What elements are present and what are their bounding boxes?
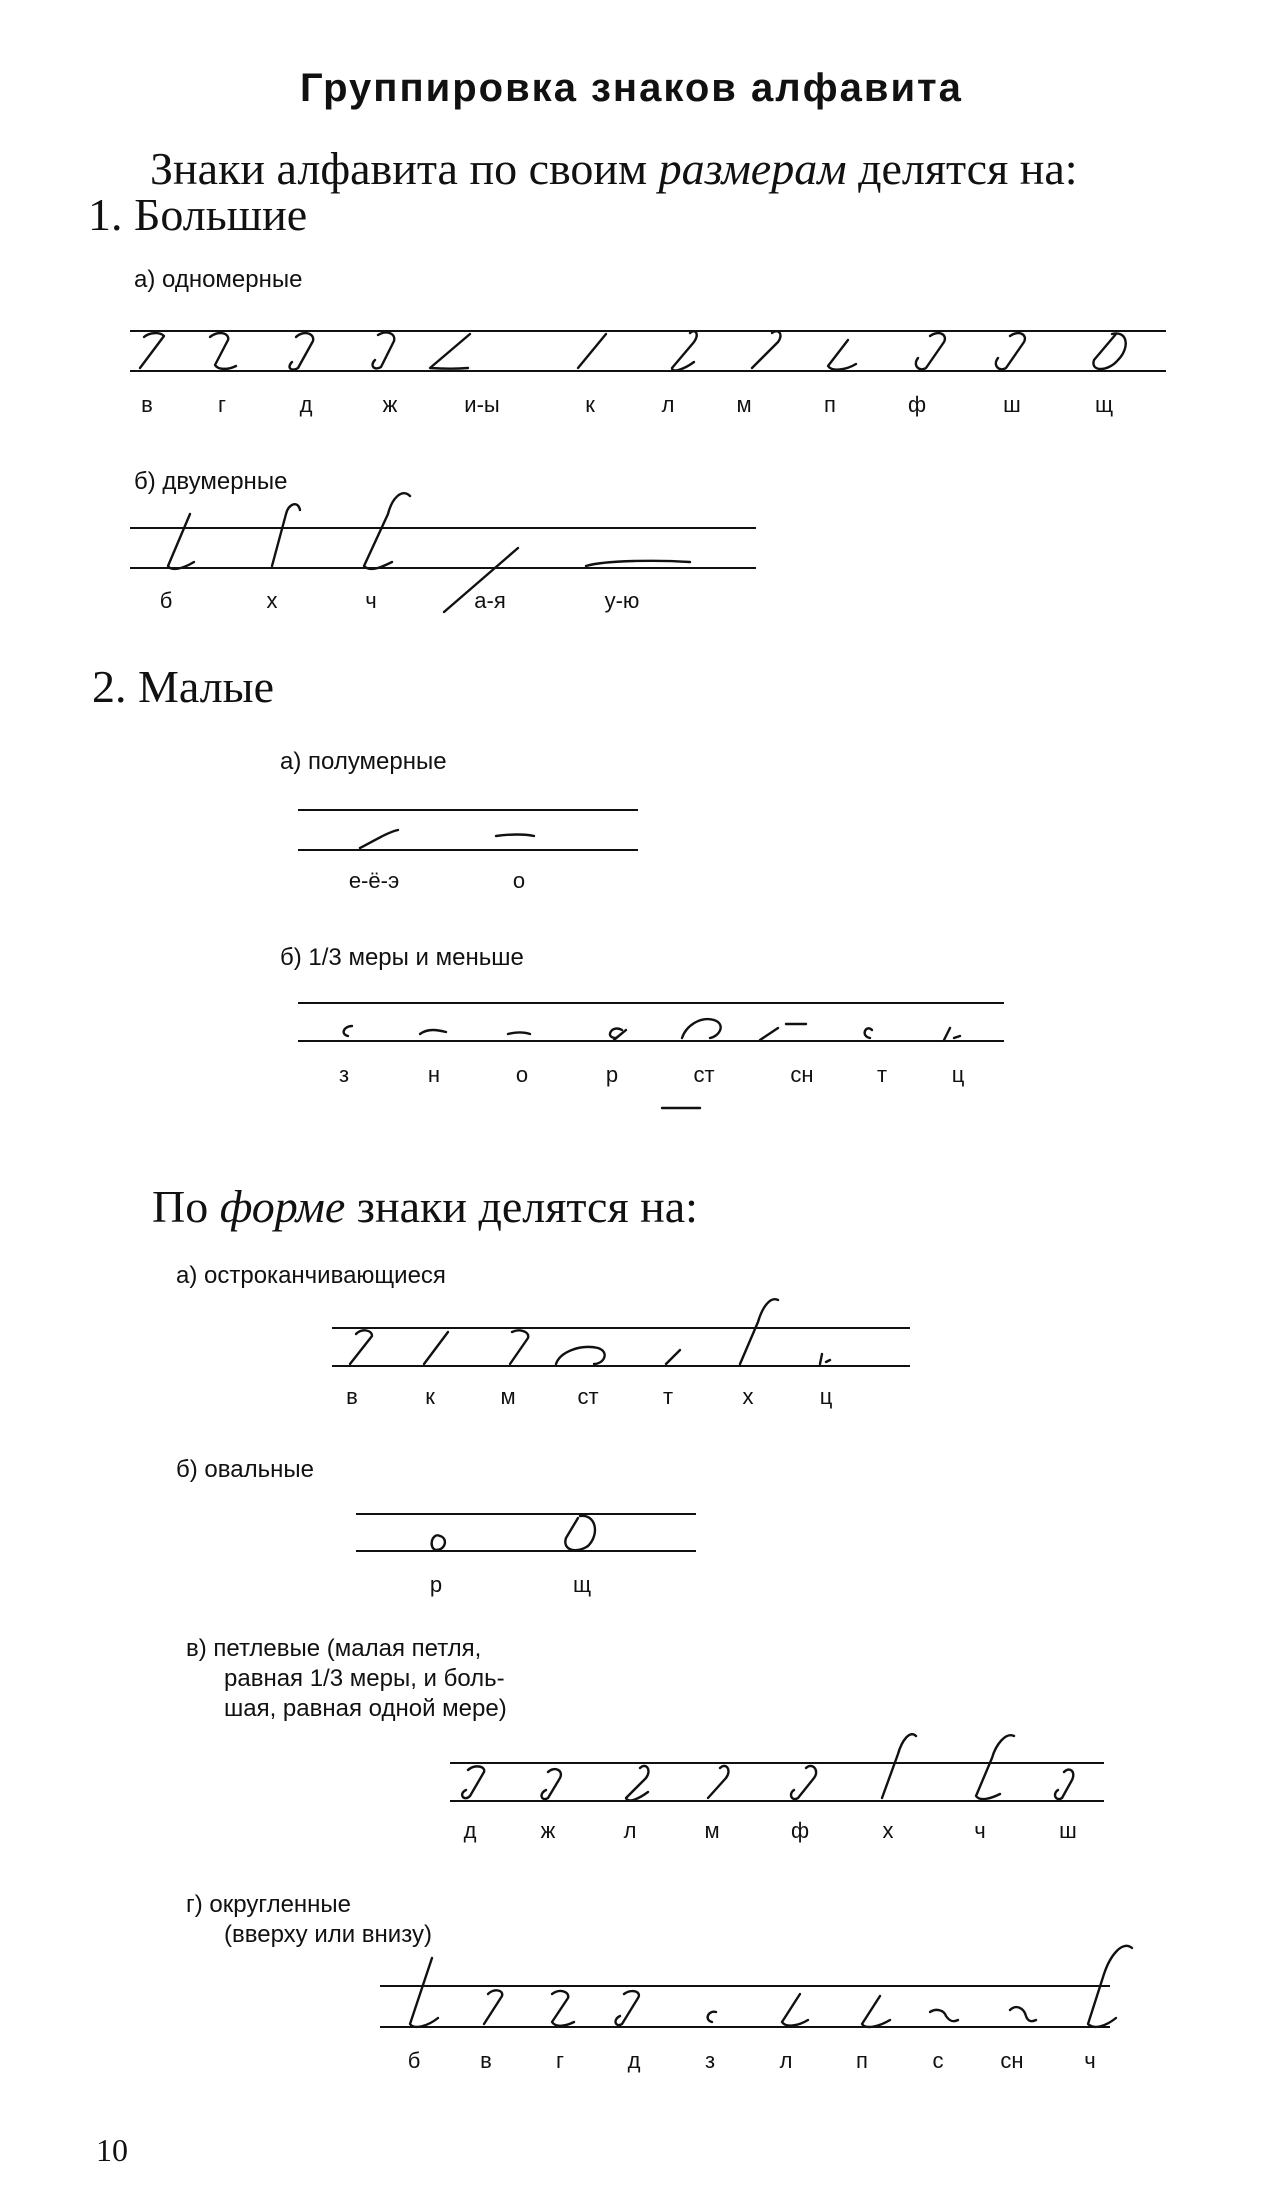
sign-stroke [424,1332,448,1364]
letter-label: к [425,1384,435,1409]
sign-stroke [996,333,1025,369]
sign-stroke [344,1026,352,1036]
sign-stroke [565,1516,595,1550]
letter-label: т [876,1062,888,1087]
letter-label: х [882,1818,894,1843]
letter-label: к [585,392,595,417]
label-looped-line: в) петлевые (малая петля, [186,1635,482,1662]
letter-label: щ [1094,392,1114,417]
sign-stroke [1010,2007,1036,2021]
label-two-dimensional: б) двумерные [134,468,288,495]
sign-stroke [496,835,534,837]
letter-label: м [704,1818,720,1843]
sign-stroke [168,514,194,569]
letter-label: р [429,1572,443,1597]
label-third-size: б) 1/3 меры и меньше [280,944,524,971]
label-one-dimensional: а) одномерные [134,266,303,293]
one-dimensional-signs [140,331,1126,370]
heading-small: 2. Малые [92,661,275,712]
sign-stroke [862,1996,890,2027]
letter-label: ц [951,1062,965,1087]
label-rounded-line: (вверху или внизу) [224,1921,432,1948]
sign-stroke [666,1350,680,1364]
letter-label: д [299,392,313,417]
letter-label: л [661,392,675,417]
letter-label: л [623,1818,637,1843]
letter-label: ст [577,1384,599,1409]
sign-stroke [350,1330,372,1364]
letter-label: м [500,1384,516,1409]
sign-stroke [586,561,690,566]
sign-stroke [916,333,945,369]
letter-label: з [704,2048,716,2073]
letter-label: в [141,392,153,417]
size-intro-emphasis: размерам [658,143,847,194]
size-intro-text: Знаки алфавита по своим [150,143,659,194]
label-rounded-line: г) округленные [186,1891,352,1918]
sign-stroke [410,1958,438,2027]
letter-label: о [512,868,526,893]
sign-stroke [672,331,697,370]
sign-stroke [708,1766,728,1798]
sign-stroke [420,1030,446,1034]
sign-stroke [682,1019,721,1038]
sign-stroke [1055,1770,1073,1800]
letter-label: у-ю [604,588,640,613]
sign-stroke [360,830,398,848]
sign-stroke [944,1028,960,1040]
letter-label: ч [1084,2048,1096,2073]
letter-label: ч [365,588,377,613]
sign-stroke [820,1354,830,1364]
letter-label: о [515,1062,529,1087]
letter-label: б [159,588,173,613]
label-half-size: а) полумерные [280,748,447,775]
sharp-ending-signs [350,1299,830,1364]
letter-label: ж [540,1818,556,1843]
sign-stroke [626,1766,648,1801]
sign-stroke [210,333,236,369]
sign-stroke [976,1735,1014,1799]
letter-label: ц [819,1384,833,1409]
letter-label: сн [1000,2048,1024,2073]
third-size-signs [344,1019,960,1108]
page-title: Группировка знаков алфавита [300,66,963,110]
letter-label: г [555,2048,565,2073]
letter-label: ш [1003,392,1021,417]
letter-label: т [662,1384,674,1409]
sign-stroke [484,1990,502,2024]
letter-label: ф [790,1818,810,1843]
sign-stroke [1088,1946,1132,2027]
letter-label: р [605,1062,619,1087]
sign-stroke [708,2012,716,2022]
sign-stroke [791,1766,816,1799]
shape-intro-text: По [152,1181,220,1232]
sign-stroke [510,1330,528,1364]
letter-label: л [779,2048,793,2073]
letter-label: ст [693,1062,715,1087]
letter-label: п [824,392,836,417]
letter-label: ч [974,1818,986,1843]
sign-stroke [542,1769,561,1799]
label-sharp-ending: а) остроканчивающиеся [176,1262,446,1289]
letter-label: с [932,2048,944,2073]
letter-label: в [480,2048,492,2073]
label-oval: б) овальные [176,1456,314,1483]
sign-stroke [432,1535,445,1550]
label-looped-line: шая, равная одной мере) [224,1695,507,1722]
sign-stroke [373,333,395,369]
oval-signs [432,1516,595,1550]
sign-stroke [290,333,314,370]
sign-stroke [1093,333,1125,369]
letter-label: ш [1059,1818,1077,1843]
letter-label: д [627,2048,641,2073]
half-size-signs [360,830,534,848]
sign-stroke [140,333,164,368]
page-number: 10 [96,2132,128,2168]
letter-label: н [427,1062,441,1087]
sign-stroke [556,1347,605,1364]
letter-label: з [338,1062,350,1087]
letter-label: е-ё-э [348,868,400,893]
letter-label: м [736,392,752,417]
sign-stroke [272,504,300,566]
letter-label: сн [790,1062,814,1087]
sign-stroke [462,1766,484,1798]
sign-stroke [578,334,606,368]
letter-label: в [346,1384,358,1409]
looped-signs [462,1734,1073,1800]
sign-stroke [828,340,856,370]
sign-stroke [610,1029,626,1040]
shape-intro-emphasis: форме [219,1181,346,1232]
sign-stroke [616,1991,639,2025]
letter-label: щ [572,1572,592,1597]
sign-stroke [364,493,410,569]
sign-stroke [552,1991,574,2026]
letter-label: х [742,1384,754,1409]
sign-stroke [760,1024,806,1040]
letter-label: ф [907,392,927,417]
size-intro-tail: делятся на: [846,143,1078,194]
shape-intro-tail: знаки делятся на: [345,1181,698,1232]
sign-stroke [508,1033,530,1035]
letter-label: ж [382,392,398,417]
sign-stroke [882,1734,916,1798]
sign-stroke [930,2010,958,2021]
label-looped-line: равная 1/3 меры, и боль- [224,1665,505,1692]
two-dimensional-signs [168,493,690,612]
sign-stroke [752,331,780,368]
letter-label: г [217,392,227,417]
letter-label: и-ы [464,392,500,417]
sign-stroke [782,1994,808,2026]
sign-stroke [444,548,518,612]
letter-label: б [407,2048,421,2073]
letter-label: х [266,588,278,613]
sign-stroke [865,1028,872,1038]
rounded-signs [410,1946,1132,2027]
sign-stroke [740,1299,778,1364]
letter-label: п [856,2048,868,2073]
heading-big: 1. Большие [88,189,308,240]
sign-stroke [430,334,470,369]
letter-label: а-я [474,588,506,613]
letter-label: д [463,1818,477,1843]
